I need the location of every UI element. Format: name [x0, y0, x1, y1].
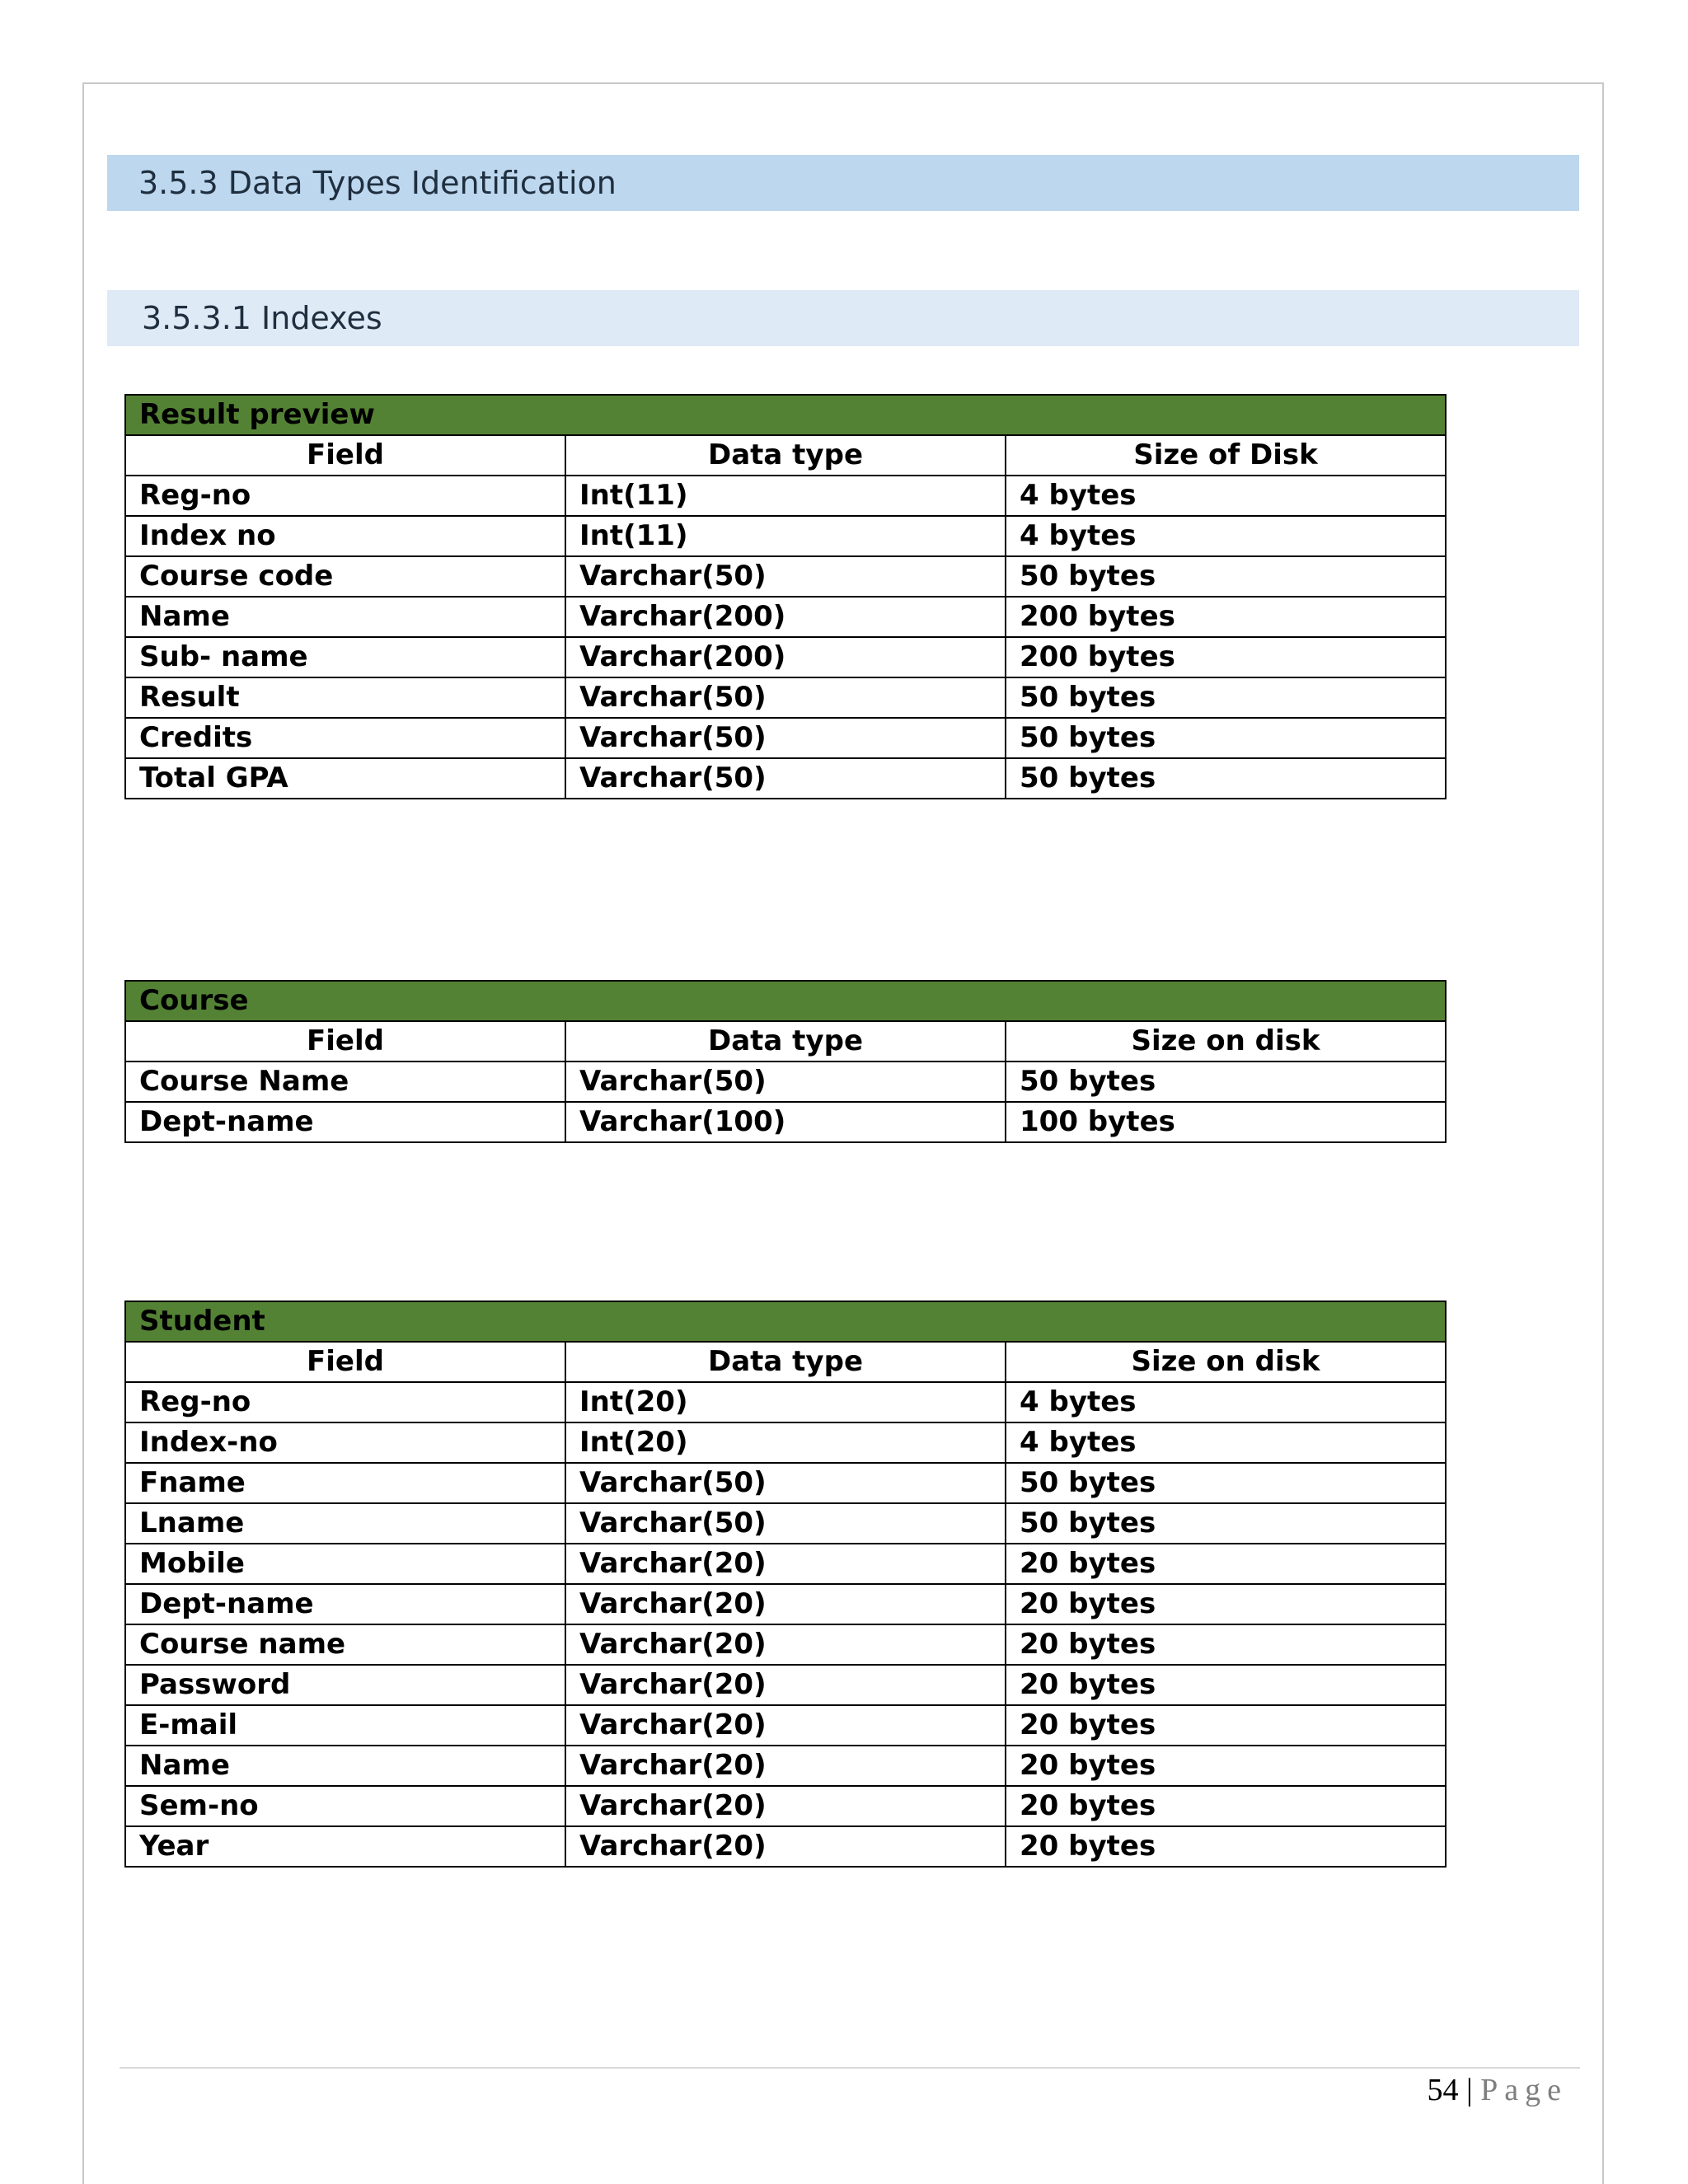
table-cell: Varchar(50): [565, 677, 1006, 718]
column-header: Data type: [565, 1021, 1006, 1062]
table-cell: Varchar(20): [565, 1584, 1006, 1624]
table-row: [125, 476, 1446, 516]
section-heading: [107, 155, 1579, 211]
section-heading-text: 3.5.3 Data Types Identification: [138, 165, 617, 201]
table-row: [125, 1102, 1446, 1142]
footer-rule: [120, 2067, 1580, 2069]
table-row: [125, 677, 1446, 718]
table-cell: Varchar(20): [565, 1705, 1006, 1746]
table-cell: Int(20): [565, 1382, 1006, 1422]
table-row: [125, 718, 1446, 758]
table-cell: 20 bytes: [1006, 1826, 1446, 1867]
table-cell: Dept-name: [125, 1102, 565, 1142]
table-cell: Int(11): [565, 476, 1006, 516]
page-label: Page: [1480, 2073, 1568, 2107]
column-header: Field: [125, 1342, 565, 1382]
table-cell: 4 bytes: [1006, 1382, 1446, 1422]
table-caption-row: [125, 395, 1446, 435]
table-cell: Course Name: [125, 1062, 565, 1102]
table-cell: Varchar(50): [565, 556, 1006, 597]
table-cell: Name: [125, 597, 565, 637]
table-row: [125, 1382, 1446, 1422]
table-caption: Result preview: [125, 395, 1446, 435]
table-cell: Int(11): [565, 516, 1006, 556]
table-cell: Varchar(50): [565, 1503, 1006, 1544]
table-cell: Varchar(50): [565, 1463, 1006, 1503]
table-cell: Year: [125, 1826, 565, 1867]
table-cell: 50 bytes: [1006, 677, 1446, 718]
table-cell: Mobile: [125, 1544, 565, 1584]
table-cell: Varchar(100): [565, 1102, 1006, 1142]
table-cell: Reg-no: [125, 476, 565, 516]
table-cell: Dept-name: [125, 1584, 565, 1624]
table-cell: 4 bytes: [1006, 476, 1446, 516]
column-header: Size on disk: [1006, 1342, 1446, 1382]
table-row: [125, 1826, 1446, 1867]
table-cell: 20 bytes: [1006, 1746, 1446, 1786]
table-cell: Varchar(20): [565, 1746, 1006, 1786]
table-row: [125, 1705, 1446, 1746]
table-cell: 20 bytes: [1006, 1624, 1446, 1665]
table-cell: 100 bytes: [1006, 1102, 1446, 1142]
course-table: [124, 980, 1447, 1143]
table-cell: Varchar(50): [565, 758, 1006, 799]
table-row: [125, 637, 1446, 677]
table-cell: 20 bytes: [1006, 1544, 1446, 1584]
table-cell: 4 bytes: [1006, 1422, 1446, 1463]
table-cell: 200 bytes: [1006, 637, 1446, 677]
table-cell: Course code: [125, 556, 565, 597]
table-row: [125, 1463, 1446, 1503]
result-preview-table: [124, 394, 1447, 799]
table-cell: Index-no: [125, 1422, 565, 1463]
table-row: [125, 758, 1446, 799]
table-cell: Name: [125, 1746, 565, 1786]
table-cell: Varchar(20): [565, 1786, 1006, 1826]
column-header: Size on disk: [1006, 1021, 1446, 1062]
column-header: Field: [125, 435, 565, 476]
table-cell: Varchar(50): [565, 718, 1006, 758]
table-cell: 200 bytes: [1006, 597, 1446, 637]
table-row: [125, 1665, 1446, 1705]
page-number: 54: [1427, 2073, 1459, 2107]
table-cell: Result: [125, 677, 565, 718]
table-cell: Index no: [125, 516, 565, 556]
table-cell: Varchar(200): [565, 637, 1006, 677]
table-cell: Varchar(20): [565, 1826, 1006, 1867]
table-cell: Password: [125, 1665, 565, 1705]
table-cell: 20 bytes: [1006, 1665, 1446, 1705]
table-cell: Int(20): [565, 1422, 1006, 1463]
student-table: [124, 1301, 1447, 1868]
table-row: [125, 1422, 1446, 1463]
table-row: [125, 1624, 1446, 1665]
table-cell: 4 bytes: [1006, 516, 1446, 556]
table-cell: Sem-no: [125, 1786, 565, 1826]
table-header-row: [125, 435, 1446, 476]
table-row: [125, 597, 1446, 637]
table-cell: Varchar(50): [565, 1062, 1006, 1102]
table-cell: 20 bytes: [1006, 1786, 1446, 1826]
table-cell: 50 bytes: [1006, 556, 1446, 597]
table-cell: Sub- name: [125, 637, 565, 677]
subsection-heading-text: 3.5.3.1 Indexes: [142, 300, 382, 336]
table-cell: Varchar(20): [565, 1665, 1006, 1705]
table-row: [125, 1584, 1446, 1624]
table-cell: Fname: [125, 1463, 565, 1503]
table-row: [125, 516, 1446, 556]
table-caption-row: [125, 1301, 1446, 1342]
table-row: [125, 1062, 1446, 1102]
column-header: Size of Disk: [1006, 435, 1446, 476]
table-cell: Varchar(20): [565, 1624, 1006, 1665]
table-row: [125, 1544, 1446, 1584]
column-header: Data type: [565, 435, 1006, 476]
table-cell: Varchar(20): [565, 1544, 1006, 1584]
table-cell: Credits: [125, 718, 565, 758]
table-cell: 50 bytes: [1006, 1062, 1446, 1102]
table-row: [125, 1786, 1446, 1826]
table-cell: Reg-no: [125, 1382, 565, 1422]
table-cell: Lname: [125, 1503, 565, 1544]
table-cell: 50 bytes: [1006, 1503, 1446, 1544]
table-cell: Varchar(200): [565, 597, 1006, 637]
table-cell: 20 bytes: [1006, 1584, 1446, 1624]
table-header-row: [125, 1021, 1446, 1062]
table-caption-row: [125, 981, 1446, 1021]
table-cell: 50 bytes: [1006, 758, 1446, 799]
table-caption: Course: [125, 981, 1446, 1021]
column-header: Field: [125, 1021, 565, 1062]
table-row: [125, 1746, 1446, 1786]
column-header: Data type: [565, 1342, 1006, 1382]
table-row: [125, 556, 1446, 597]
table-cell: Total GPA: [125, 758, 565, 799]
page-footer: [1428, 2070, 1568, 2110]
table-cell: Course name: [125, 1624, 565, 1665]
table-cell: 50 bytes: [1006, 1463, 1446, 1503]
table-caption: Student: [125, 1301, 1446, 1342]
footer-separator: |: [1466, 2073, 1473, 2107]
subsection-heading: [107, 290, 1579, 346]
table-cell: 50 bytes: [1006, 718, 1446, 758]
table-row: [125, 1503, 1446, 1544]
table-cell: 20 bytes: [1006, 1705, 1446, 1746]
table-cell: E-mail: [125, 1705, 565, 1746]
table-header-row: [125, 1342, 1446, 1382]
